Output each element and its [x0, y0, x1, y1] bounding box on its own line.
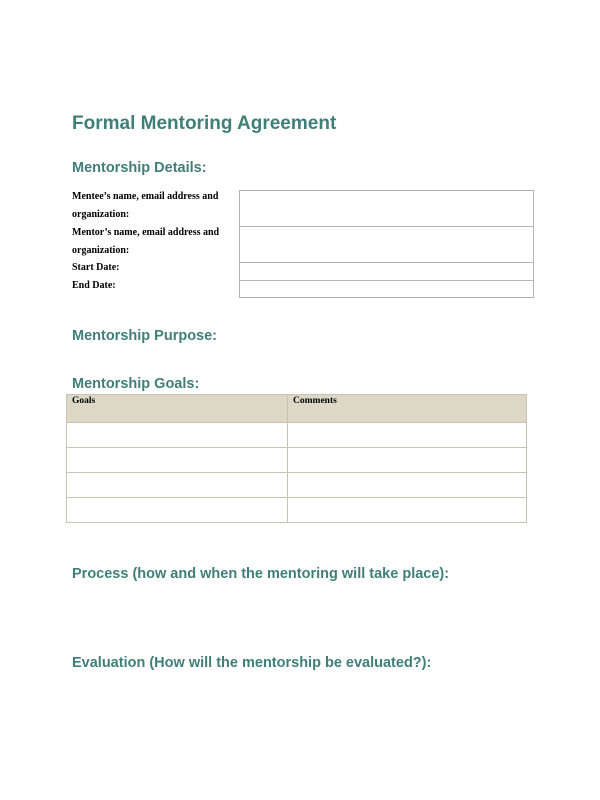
comment-cell[interactable]: [288, 448, 527, 473]
goal-cell[interactable]: [67, 448, 288, 473]
start-date-field[interactable]: [239, 262, 534, 281]
comment-cell[interactable]: [288, 423, 527, 448]
mentee-field[interactable]: [239, 190, 534, 227]
goals-column-header: Goals: [67, 395, 288, 423]
mentee-label: Mentee’s name, email address and organization:: [72, 191, 219, 220]
end-date-field[interactable]: [239, 280, 534, 298]
mentor-label: Mentor’s name, email address and organization:: [72, 227, 220, 256]
table-row: [67, 448, 527, 473]
start-date-label: Start Date:: [72, 262, 120, 273]
goal-cell[interactable]: [67, 423, 288, 448]
mentor-field[interactable]: [239, 226, 534, 263]
goal-cell[interactable]: [67, 498, 288, 523]
page-title: Formal Mentoring Agreement: [72, 113, 337, 134]
end-date-label: End Date:: [72, 280, 116, 291]
evaluation-heading: Evaluation (How will the mentorship be evaluated?):: [72, 655, 432, 671]
comment-cell[interactable]: [288, 473, 527, 498]
goal-cell[interactable]: [67, 473, 288, 498]
mentorship-details-heading: Mentorship Details:: [72, 160, 207, 176]
table-row: [67, 498, 527, 523]
mentorship-purpose-heading: Mentorship Purpose:: [72, 328, 218, 344]
mentorship-goals-heading: Mentorship Goals:: [72, 376, 200, 392]
process-heading: Process (how and when the mentoring will take place):: [72, 566, 450, 582]
goals-table: [66, 394, 527, 523]
table-row: [67, 423, 527, 448]
comment-cell[interactable]: [288, 498, 527, 523]
comments-column-header: Comments: [288, 395, 527, 423]
goals-table-header-row: [67, 395, 527, 423]
table-row: [67, 473, 527, 498]
